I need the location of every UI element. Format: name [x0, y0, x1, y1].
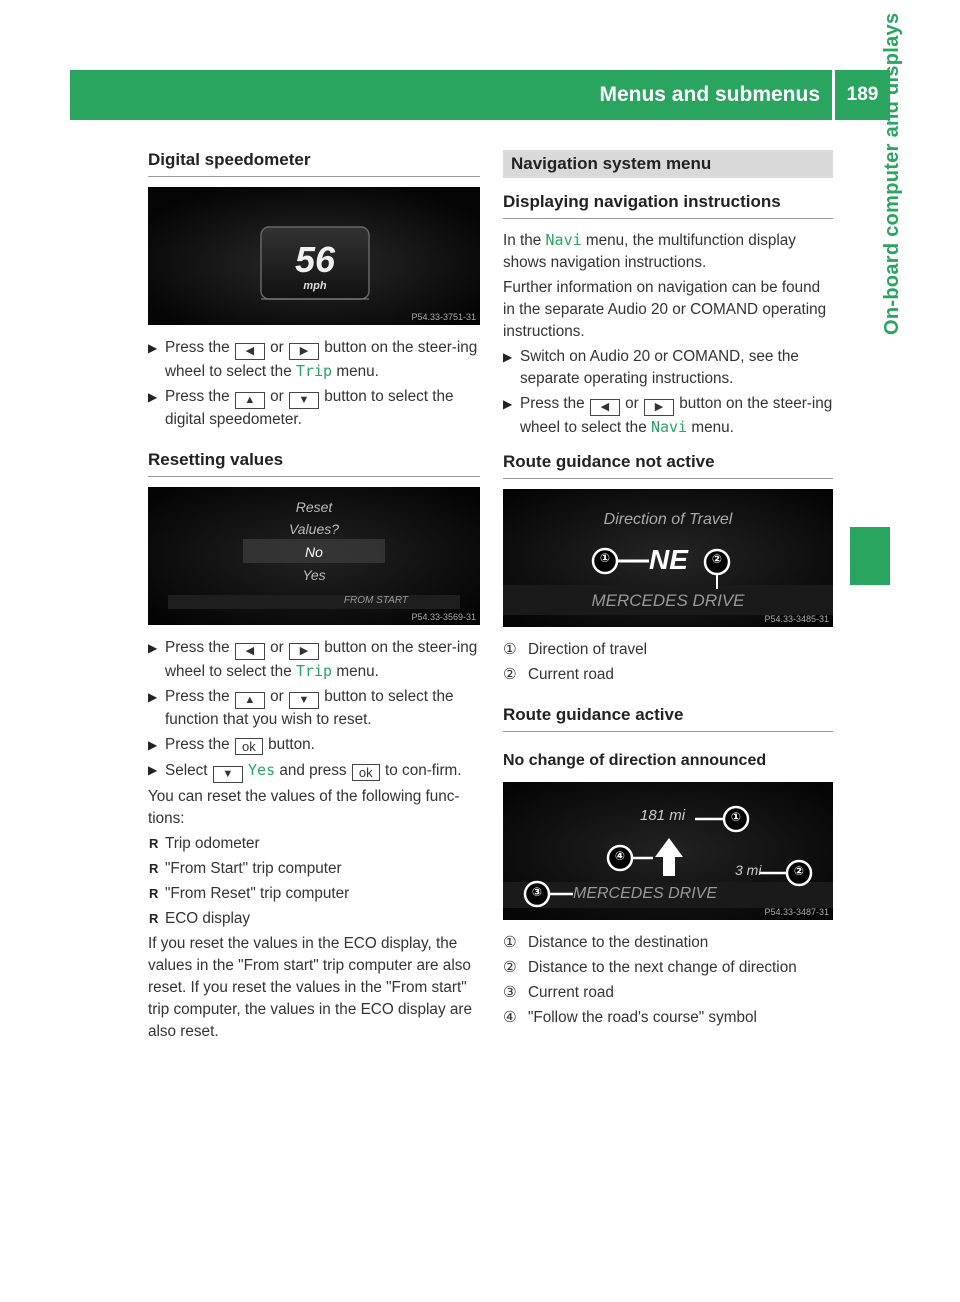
navi-intro-paragraph: In the Navi menu, the multifunction display shows navigation instructions. [503, 231, 796, 271]
step-marker: ▶ [148, 390, 158, 404]
up-arrow-key: ▲ [235, 692, 265, 709]
legend-item: ① Distance to the destination [503, 932, 833, 954]
display-text-trip: Trip [295, 362, 333, 380]
direction-value: NE [649, 544, 688, 575]
ok-key: ok [352, 764, 380, 781]
reset-intro-paragraph: You can reset the values of the following func-tions: [148, 788, 460, 827]
callout-marker: ③ [503, 984, 517, 1001]
list-item: R Trip odometer [148, 833, 480, 855]
ok-key: ok [235, 738, 263, 755]
callout-1: ① [730, 810, 742, 824]
bullet-marker: R [149, 911, 159, 926]
list-item: R "From Start" trip computer [148, 858, 480, 880]
bullet-marker: R [149, 861, 159, 876]
callout-marker: ① [503, 934, 517, 951]
display-text-trip: Trip [295, 662, 333, 680]
step-marker: ▶ [148, 641, 158, 655]
step-select-trip-menu: ▶ Press the ◀ or ▶ button on the steer-ing wheel to select the Trip menu. [148, 339, 478, 380]
step-marker: ▶ [148, 763, 158, 777]
figure-digital-speedometer [148, 187, 480, 325]
distance-destination: 181 mi [640, 807, 686, 824]
step-select-trip-menu: ▶ Press the ◀ or ▶ button on the steer-ing wheel to select the Trip menu. [148, 639, 478, 680]
figure-code: P54.33-3487-31 [764, 907, 829, 917]
list-item: R ECO display [148, 908, 480, 930]
bullet-marker: R [149, 836, 159, 851]
step-confirm-yes: ▶ Select ▼ Yes and press ok to con-firm. [148, 759, 480, 783]
callout-marker: ② [503, 666, 517, 683]
right-arrow-key: ▶ [644, 399, 674, 416]
reset-subtitle: Values? [288, 521, 340, 537]
callout-3: ③ [531, 885, 543, 899]
direction-title: Direction of Travel [603, 511, 733, 528]
left-arrow-key: ◀ [590, 399, 620, 416]
side-tab-marker [850, 527, 890, 585]
callout-2: ② [793, 864, 805, 878]
display-text-navi: Navi [545, 231, 582, 249]
step-marker: ▶ [148, 690, 158, 704]
left-arrow-key: ◀ [235, 343, 265, 360]
page-header [70, 70, 890, 120]
right-arrow-key: ▶ [289, 343, 319, 360]
reset-footer: FROM START [343, 595, 408, 606]
list-item: R "From Reset" trip computer [148, 883, 480, 905]
down-arrow-key: ▼ [289, 392, 319, 409]
figure-code: P54.33-3569-31 [411, 612, 476, 622]
legend-item: ① Direction of travel [503, 639, 833, 661]
step-marker: ▶ [148, 341, 158, 355]
legend-item: ② Distance to the next change of direction [503, 957, 833, 979]
legend-item: ③ Current road [503, 982, 833, 1004]
step-marker: ▶ [503, 350, 513, 364]
callout-marker: ④ [503, 1009, 517, 1026]
left-arrow-key: ◀ [235, 643, 265, 660]
callout-1: ① [599, 551, 611, 565]
road-name: MERCEDES DRIVE [591, 591, 745, 610]
side-tab-label: On-board computer and displays [881, 12, 903, 335]
step-switch-on-audio: ▶ Switch on Audio 20 or COMAND, see the separate operating instructions. [503, 348, 799, 387]
distance-next-change: 3 mi [735, 862, 762, 878]
right-arrow-key: ▶ [289, 643, 319, 660]
down-arrow-key: ▼ [289, 692, 319, 709]
callout-2: ② [711, 552, 723, 566]
display-text-yes: Yes [248, 761, 276, 779]
heading-route-guidance-active: Route guidance active [503, 705, 833, 732]
step-select-function: ▶ Press the ▲ or ▼ button to select the function that you wish to reset. [148, 688, 454, 728]
down-arrow-key: ▼ [213, 766, 243, 783]
heading-resetting-values: Resetting values [148, 450, 480, 477]
callout-marker: ② [503, 959, 517, 976]
figure-code: P54.33-3485-31 [764, 614, 829, 624]
figure-direction-of-travel [503, 489, 833, 627]
legend-item: ④ "Follow the road's course" symbol [503, 1007, 833, 1029]
heading-navigation-system-menu: Navigation system menu [503, 150, 833, 178]
right-column [503, 150, 833, 1032]
legend-item: ② Current road [503, 664, 833, 686]
reset-note-paragraph: If you reset the values in the ECO display, the values in the "From start" trip computer are also reset. If you reset the values in the "From start" trip computer, the values in the ECO display are also reset. [148, 935, 472, 1040]
subheading-no-change: No change of direction announced [503, 752, 767, 769]
step-marker: ▶ [148, 738, 158, 752]
figure-code: P54.33-3751-31 [411, 312, 476, 322]
reset-title: Reset [295, 499, 333, 515]
section-title: Menus and submenus [599, 83, 820, 106]
page-number: 189 [846, 84, 879, 105]
heading-digital-speedometer: Digital speedometer [148, 150, 480, 177]
callout-4: ④ [614, 849, 626, 863]
bullet-marker: R [149, 886, 159, 901]
speed-value: 56 [294, 239, 336, 280]
road-name: MERCEDES DRIVE [573, 885, 718, 902]
heading-route-guidance-not-active: Route guidance not active [503, 452, 833, 479]
figure-reset-values [148, 487, 480, 625]
step-press-ok: ▶ Press the ok button. [148, 736, 315, 754]
step-marker: ▶ [503, 397, 513, 411]
display-text-navi: Navi [650, 418, 688, 436]
callout-marker: ① [503, 641, 517, 658]
heading-displaying-navigation: Displaying navigation instructions [503, 192, 833, 219]
step-select-navi-menu: ▶ Press the ◀ or ▶ button on the steer-ing wheel to select the Navi menu. [503, 395, 833, 436]
navi-further-info-paragraph: Further information on navigation can be found in the separate Audio 20 or COMAND operating instructions. [503, 279, 827, 340]
up-arrow-key: ▲ [235, 392, 265, 409]
reset-option-yes: Yes [302, 567, 326, 583]
figure-route-guidance-active [503, 782, 833, 920]
reset-option-no: No [305, 544, 323, 560]
speed-unit: mph [303, 280, 327, 292]
step-select-speedometer: ▶ Press the ▲ or ▼ button to select the digital speedometer. [148, 388, 454, 428]
left-column [148, 150, 480, 1046]
